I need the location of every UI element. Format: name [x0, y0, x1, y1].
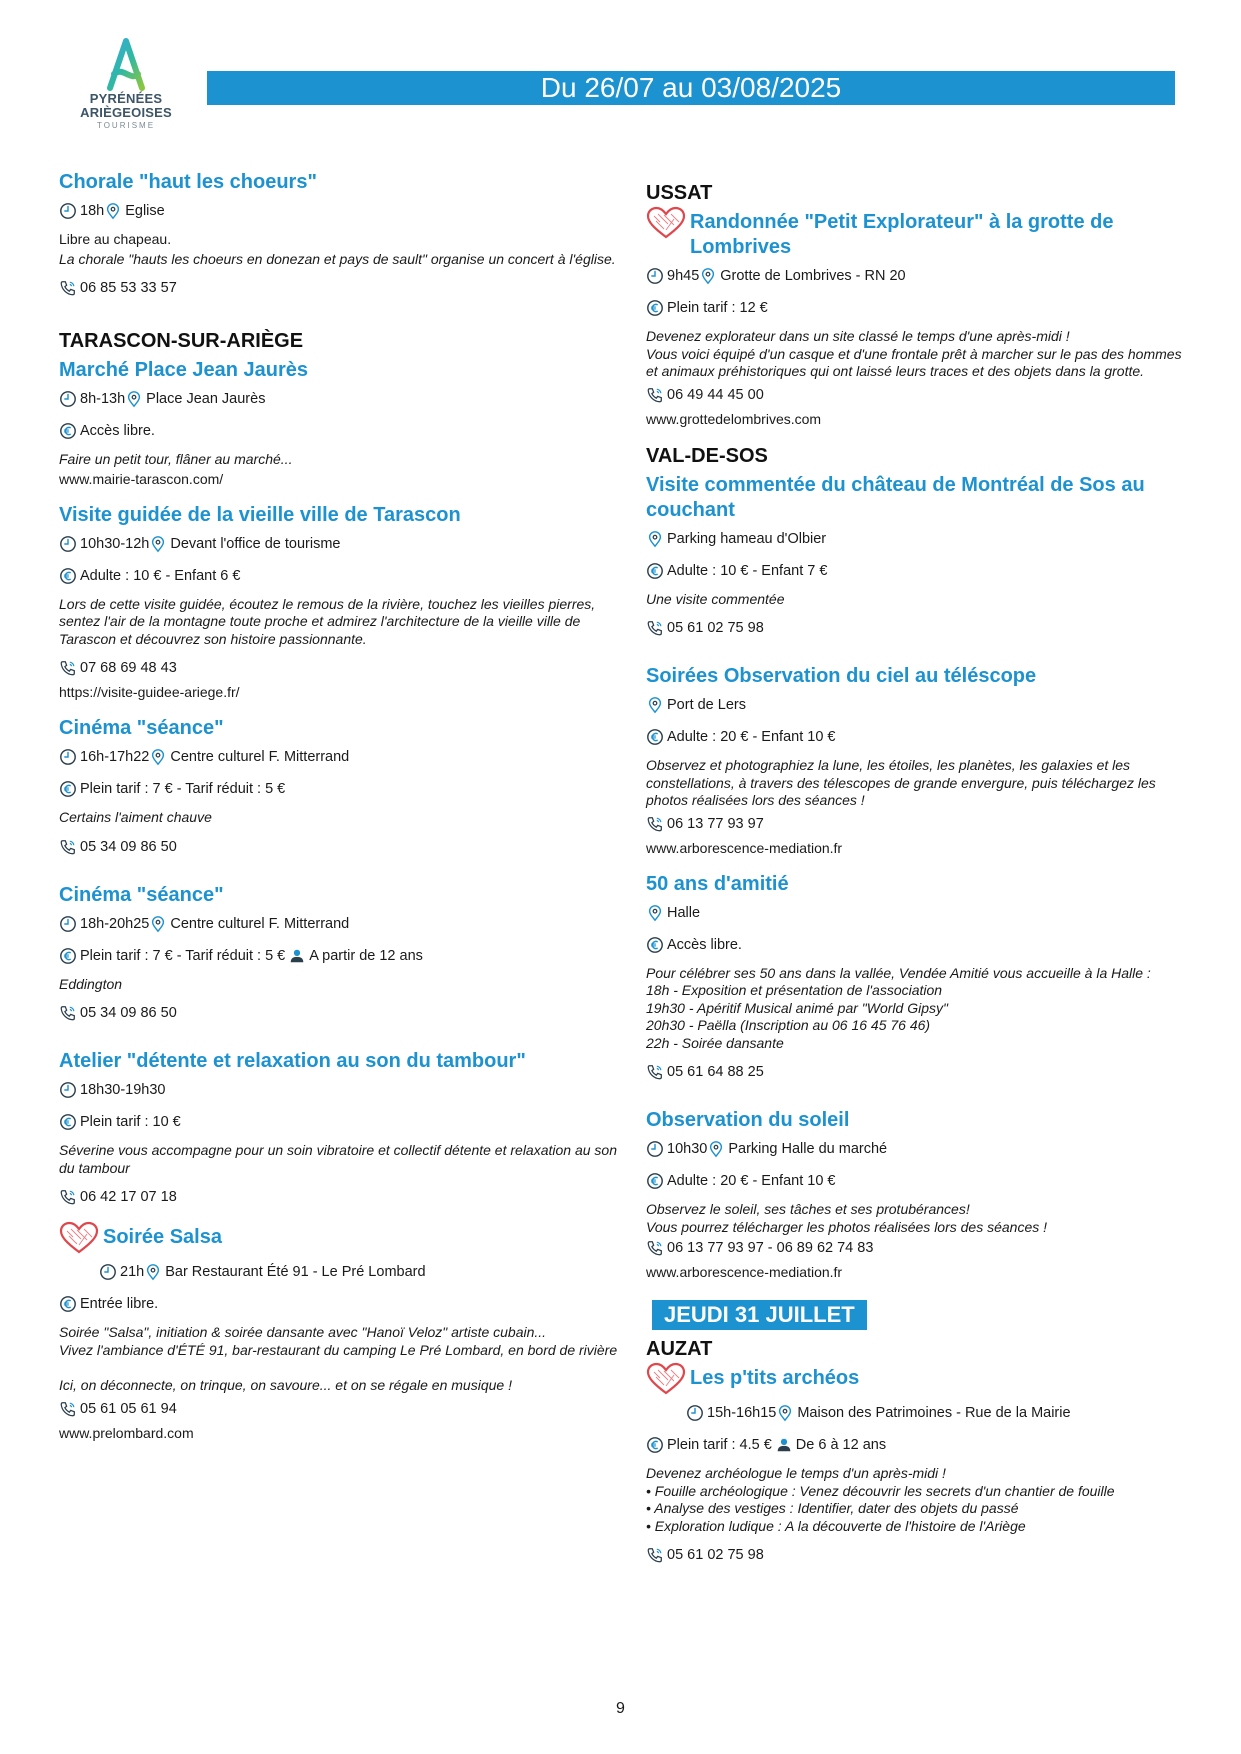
event-phone[interactable]: 05 61 05 61 94: [80, 1400, 177, 1417]
event-time: 18h: [80, 203, 105, 219]
event-place: Halle: [667, 904, 701, 921]
event-place: Bar Restaurant Été 91 - Le Pré Lombard: [165, 1264, 426, 1280]
event-title-row: [646, 1366, 1186, 1401]
event-price: Adulte : 20 € - Enfant 10 €: [667, 729, 836, 745]
clock-icon: [99, 1263, 117, 1281]
event-price-row: [59, 946, 619, 966]
event-phone[interactable]: 06 49 44 45 00: [667, 386, 764, 403]
event-amitie: [646, 872, 1186, 1083]
event-title-row: [646, 210, 1186, 260]
event-title: Atelier "détente et relaxation au son du tambour": [59, 1050, 526, 1072]
phone-icon: [59, 838, 77, 856]
clock-icon: [59, 748, 77, 766]
clock-icon: [59, 535, 77, 553]
event-marche: [59, 358, 619, 489]
location-pin-icon: [707, 1140, 725, 1158]
event-price: Plein tarif : 12 €: [667, 300, 768, 316]
event-phone[interactable]: 05 61 02 75 98: [667, 620, 764, 636]
heart-icon: [59, 1221, 99, 1260]
event-description: Observez et photographiez la lune, les étoiles, les planètes, les galaxies et les constellations, à travers des télescopes de grande envergure, puis téléchargez les photos réalisées lors des séances !: [646, 757, 1156, 808]
event-meta: [59, 201, 619, 221]
event-age: A partir de 12 ans: [309, 947, 423, 964]
event-time: 8h-13h: [80, 391, 126, 407]
event-meta: [646, 1403, 1186, 1423]
euro-icon: [59, 567, 77, 585]
logo-line2: ARIÈGEOISES: [80, 105, 172, 120]
heart-icon: [646, 1362, 686, 1401]
phone-icon: [59, 1188, 77, 1206]
phone-icon: [646, 386, 664, 404]
description-line: Vous pourrez télécharger les photos réalisées lors des séances !: [646, 1218, 1048, 1235]
clock-icon: [686, 1404, 704, 1422]
phone-icon: [646, 1063, 664, 1081]
event-phone[interactable]: 06 13 77 93 97 - 06 89 62 74 83: [667, 1240, 874, 1256]
logo-line1: PYRÉNÉES: [89, 91, 163, 106]
event-price-row: [646, 298, 1186, 318]
event-title: Visite commentée du château de Montréal de Sos au couchant: [646, 473, 1145, 521]
event-description: Eddington: [59, 975, 123, 992]
location-pin-icon: [699, 267, 717, 285]
event-place: Maison des Patrimoines - Rue de la Mairie: [797, 1405, 1071, 1421]
right-column: [646, 180, 1186, 1579]
event-contact: [646, 814, 1186, 834]
phone-icon: [646, 1239, 664, 1257]
event-description: Faire un petit tour, flâner au marché...: [59, 451, 293, 467]
clock-icon: [59, 1081, 77, 1099]
event-contact: [59, 658, 619, 678]
event-contact: [646, 1238, 1186, 1258]
phone-icon: [59, 659, 77, 677]
euro-icon: [59, 1113, 77, 1131]
event-description: Séverine vous accompagne pour un soin vibratoire et collectif détente et relaxation au son du tambour: [59, 1142, 618, 1176]
event-title: Les p'tits archéos: [690, 1367, 860, 1389]
event-place: Parking hameau d'Olbier: [667, 530, 827, 547]
event-price: Plein tarif : 7 € - Tarif réduit : 5 €: [80, 781, 286, 797]
event-phone[interactable]: 06 85 53 33 57: [80, 280, 177, 296]
event-meta: [59, 914, 619, 934]
logo: [66, 38, 186, 132]
location-pin-icon: [144, 1263, 162, 1281]
event-price-row: [59, 421, 619, 441]
event-phone[interactable]: 07 68 69 48 43: [80, 660, 177, 676]
event-price-row: [646, 1435, 1186, 1455]
event-contact: [646, 618, 1186, 638]
phone-icon: [59, 1400, 77, 1418]
euro-icon: [646, 1436, 664, 1454]
event-chateau: [646, 473, 1186, 639]
event-phone[interactable]: 05 34 09 86 50: [80, 838, 177, 855]
event-title: Cinéma "séance": [59, 717, 224, 739]
phone-icon: [59, 279, 77, 297]
event-time: 10h30-12h: [80, 535, 150, 552]
event-title: Visite guidée de la vieille ville de Tarascon: [59, 503, 461, 526]
date-range-banner: Du 26/07 au 03/08/2025: [207, 71, 1175, 105]
event-url[interactable]: www.prelombard.com: [59, 1424, 194, 1441]
event-price-text: Libre au chapeau.: [59, 231, 172, 247]
event-place: Centre culturel F. Mitterrand: [170, 749, 350, 765]
event-contact: [59, 1003, 619, 1023]
event-url[interactable]: www.arborescence-mediation.fr: [646, 1264, 843, 1280]
event-price-row: [646, 561, 1186, 581]
location-pin-icon: [776, 1404, 794, 1422]
phone-icon: [646, 619, 664, 637]
event-description: [646, 1465, 1186, 1535]
event-phone[interactable]: 05 61 02 75 98: [667, 1547, 764, 1563]
event-phone[interactable]: 06 13 77 93 97: [667, 815, 764, 832]
phone-icon: [59, 1004, 77, 1022]
event-phone[interactable]: 05 34 09 86 50: [80, 1005, 177, 1021]
event-description: [646, 328, 1186, 381]
day-heading: JEUDI 31 JUILLET: [652, 1300, 867, 1330]
description-line: 22h - Soirée dansante: [646, 1034, 784, 1051]
event-contact: [59, 1187, 619, 1207]
town-heading: VAL-DE-SOS: [646, 444, 768, 467]
event-meta: [646, 266, 1186, 286]
euro-icon: [646, 299, 664, 317]
euro-icon: [59, 422, 77, 440]
event-time: 18h-20h25: [80, 915, 150, 932]
description-line: Devenez archéologue le temps d'un après-midi !: [646, 1465, 946, 1481]
description-line: Devenez explorateur dans un site classé le temps d'une après-midi !: [646, 328, 1070, 344]
event-price: Plein tarif : 7 € - Tarif réduit : 5 €: [80, 947, 286, 964]
town-heading: TARASCON-SUR-ARIÈGE: [59, 330, 304, 352]
event-url[interactable]: https://visite-guidee-ariege.fr/: [59, 684, 240, 700]
event-title-row: [59, 1225, 619, 1260]
event-time: 21h: [120, 1264, 145, 1280]
euro-icon: [646, 728, 664, 746]
event-meta: [59, 1080, 619, 1100]
event-salsa: [59, 1225, 619, 1443]
location-pin-icon: [149, 535, 167, 553]
event-price: Entrée libre.: [80, 1296, 159, 1312]
event-time: 16h-17h22: [80, 749, 150, 765]
event-meta: [59, 534, 619, 554]
event-url[interactable]: www.grottedelombrives.com: [646, 410, 822, 427]
location-pin-icon: [646, 530, 664, 548]
clock-icon: [646, 1140, 664, 1158]
event-description: Certains l'aiment chauve: [59, 809, 212, 825]
event-atelier: [59, 1049, 619, 1207]
event-soleil: [646, 1108, 1186, 1282]
event-contact: [646, 385, 1186, 405]
event-meta: [646, 529, 1186, 549]
event-meta: [59, 389, 619, 409]
euro-icon: [59, 947, 77, 965]
description-line: 20h30 - Paëlla (Inscription au 06 16 45 76 46): [646, 1017, 931, 1033]
event-price-row: [59, 566, 619, 586]
town-heading: USSAT: [646, 182, 713, 204]
description-line: Observez le soleil, ses tâches et ses protubérances!: [646, 1201, 970, 1217]
event-price-row: [59, 1294, 619, 1314]
event-price-row: [646, 1171, 1186, 1191]
description-line: Soirée "Salsa", initiation & soirée dansante avec "Hanoï Veloz" artiste cubain...: [59, 1324, 547, 1340]
location-pin-icon: [149, 748, 167, 766]
event-contact: [59, 1399, 619, 1419]
event-place: Grotte de Lombrives - RN 20: [720, 268, 906, 284]
heart-icon: [646, 206, 686, 245]
event-price: Adulte : 20 € - Enfant 10 €: [667, 1173, 836, 1189]
location-pin-icon: [646, 904, 664, 922]
description-line: Vivez l'ambiance d'ÉTÉ 91, bar-restaurant du camping Le Pré Lombard, en bord de rivière: [59, 1341, 618, 1358]
location-pin-icon: [646, 696, 664, 714]
event-place: Devant l'office de tourisme: [170, 535, 341, 552]
euro-icon: [646, 562, 664, 580]
clock-icon: [646, 267, 664, 285]
event-price-row: [59, 779, 619, 799]
event-place: Place Jean Jaurès: [146, 391, 266, 407]
event-title: Cinéma "séance": [59, 883, 224, 906]
event-title: 50 ans d'amitié: [646, 872, 789, 895]
event-meta: [646, 903, 1186, 923]
description-line: • Exploration ludique : A la découverte de l'histoire de l'Ariège: [646, 1517, 1026, 1534]
event-chorale: [59, 170, 619, 298]
event-description: [646, 1201, 1186, 1236]
event-contact: [59, 278, 619, 298]
event-description: Une visite commentée: [646, 590, 785, 607]
event-url[interactable]: www.mairie-tarascon.com/: [59, 470, 224, 487]
event-price: Plein tarif : 4.5 €: [667, 1437, 772, 1453]
event-contact: [646, 1545, 1186, 1565]
description-line: 18h - Exposition et présentation de l'association: [646, 982, 943, 998]
clock-icon: [59, 202, 77, 220]
event-meta: [59, 747, 619, 767]
event-place: Centre culturel F. Mitterrand: [170, 915, 350, 932]
description-line: Vous voici équipé d'un casque et d'une frontale prêt à marcher sur le pas des hommes et animaux préhistoriques qui ont laissé leurs traces et des objets dans la grotte.: [646, 345, 1182, 379]
event-description: [59, 1324, 619, 1395]
event-meta: [59, 1262, 619, 1282]
event-price-row: [646, 727, 1186, 747]
euro-icon: [59, 1295, 77, 1313]
phone-icon: [646, 815, 664, 833]
event-time: 9h45: [667, 268, 700, 284]
event-price: Adulte : 10 € - Enfant 6 €: [80, 567, 241, 584]
person-icon: [288, 947, 306, 965]
logo-line3: TOURISME: [96, 121, 156, 130]
event-time: 10h30: [667, 1141, 708, 1157]
event-title: Observation du soleil: [646, 1109, 850, 1131]
event-place: Port de Lers: [667, 697, 746, 713]
event-price: Plein tarif : 10 €: [80, 1114, 181, 1130]
event-meta: [646, 695, 1186, 715]
location-pin-icon: [104, 202, 122, 220]
event-cinema-2: [59, 883, 619, 1024]
event-description: [646, 965, 1186, 1053]
description-line: 19h30 - Apéritif Musical animé par "World Gipsy": [646, 999, 948, 1016]
location-pin-icon: [149, 915, 167, 933]
event-archeos: [646, 1366, 1186, 1565]
page-number: 9: [616, 1700, 625, 1717]
event-price: Accès libre.: [80, 423, 155, 439]
event-description: Lors de cette visite guidée, écoutez le remous de la rivière, touchez les vieilles pierres, sentez l'air de la montagne toute proche et admirez l'architecture de la vieille ville de Tarascon et découvrez son histoire passionnante.: [59, 595, 596, 647]
euro-icon: [646, 936, 664, 954]
event-place: Eglise: [125, 203, 165, 219]
clock-icon: [59, 390, 77, 408]
event-title: Marché Place Jean Jaurès: [59, 359, 309, 381]
town-heading: AUZAT: [646, 1338, 713, 1360]
event-randonnee: [646, 210, 1186, 429]
description-line: Pour célébrer ses 50 ans dans la vallée, Vendée Amitié vous accueille à la Halle :: [646, 964, 1151, 981]
event-contact: [59, 837, 619, 857]
event-title: Chorale "haut les choeurs": [59, 171, 317, 193]
clock-icon: [59, 915, 77, 933]
description-line: • Fouille archéologique : Venez découvrir les secrets d'un chantier de fouille: [646, 1482, 1115, 1499]
description-line: Ici, on déconnecte, on trinque, on savoure... et on se régale en musique !: [59, 1377, 512, 1393]
location-pin-icon: [125, 390, 143, 408]
event-url[interactable]: www.arborescence-mediation.fr: [646, 839, 843, 856]
euro-icon: [646, 1172, 664, 1190]
event-price-row: [59, 1112, 619, 1132]
event-time: 18h30-19h30: [80, 1082, 166, 1098]
event-cinema-1: [59, 716, 619, 857]
event-time: 15h-16h15: [707, 1405, 777, 1421]
left-column: [59, 170, 619, 1457]
event-title: Soirée Salsa: [103, 1226, 222, 1248]
person-icon: [775, 1436, 793, 1454]
event-age: De 6 à 12 ans: [795, 1437, 887, 1453]
logo-mark-icon: [104, 38, 148, 92]
event-contact: [646, 1062, 1186, 1082]
description-line: • Analyse des vestiges : Identifier, dater des objets du passé: [646, 1500, 1019, 1516]
event-price: Adulte : 10 € - Enfant 7 €: [667, 562, 828, 579]
event-phone[interactable]: 05 61 64 88 25: [667, 1064, 764, 1080]
event-phone[interactable]: 06 42 17 07 18: [80, 1189, 177, 1205]
phone-icon: [646, 1546, 664, 1564]
event-description: La chorale "hauts les choeurs en donezan et pays de sault" organise un concert à l'église.: [59, 250, 616, 267]
event-title: Randonnée "Petit Explorateur" à la grotte de Lombrives: [690, 211, 1114, 258]
event-place: Parking Halle du marché: [728, 1141, 888, 1157]
event-price-row: [646, 935, 1186, 955]
event-ciel: [646, 664, 1186, 858]
euro-icon: [59, 780, 77, 798]
event-visite: [59, 503, 619, 703]
event-meta: [646, 1139, 1186, 1159]
event-title: Soirées Observation du ciel au téléscope: [646, 665, 1037, 687]
event-price: Accès libre.: [667, 936, 742, 953]
